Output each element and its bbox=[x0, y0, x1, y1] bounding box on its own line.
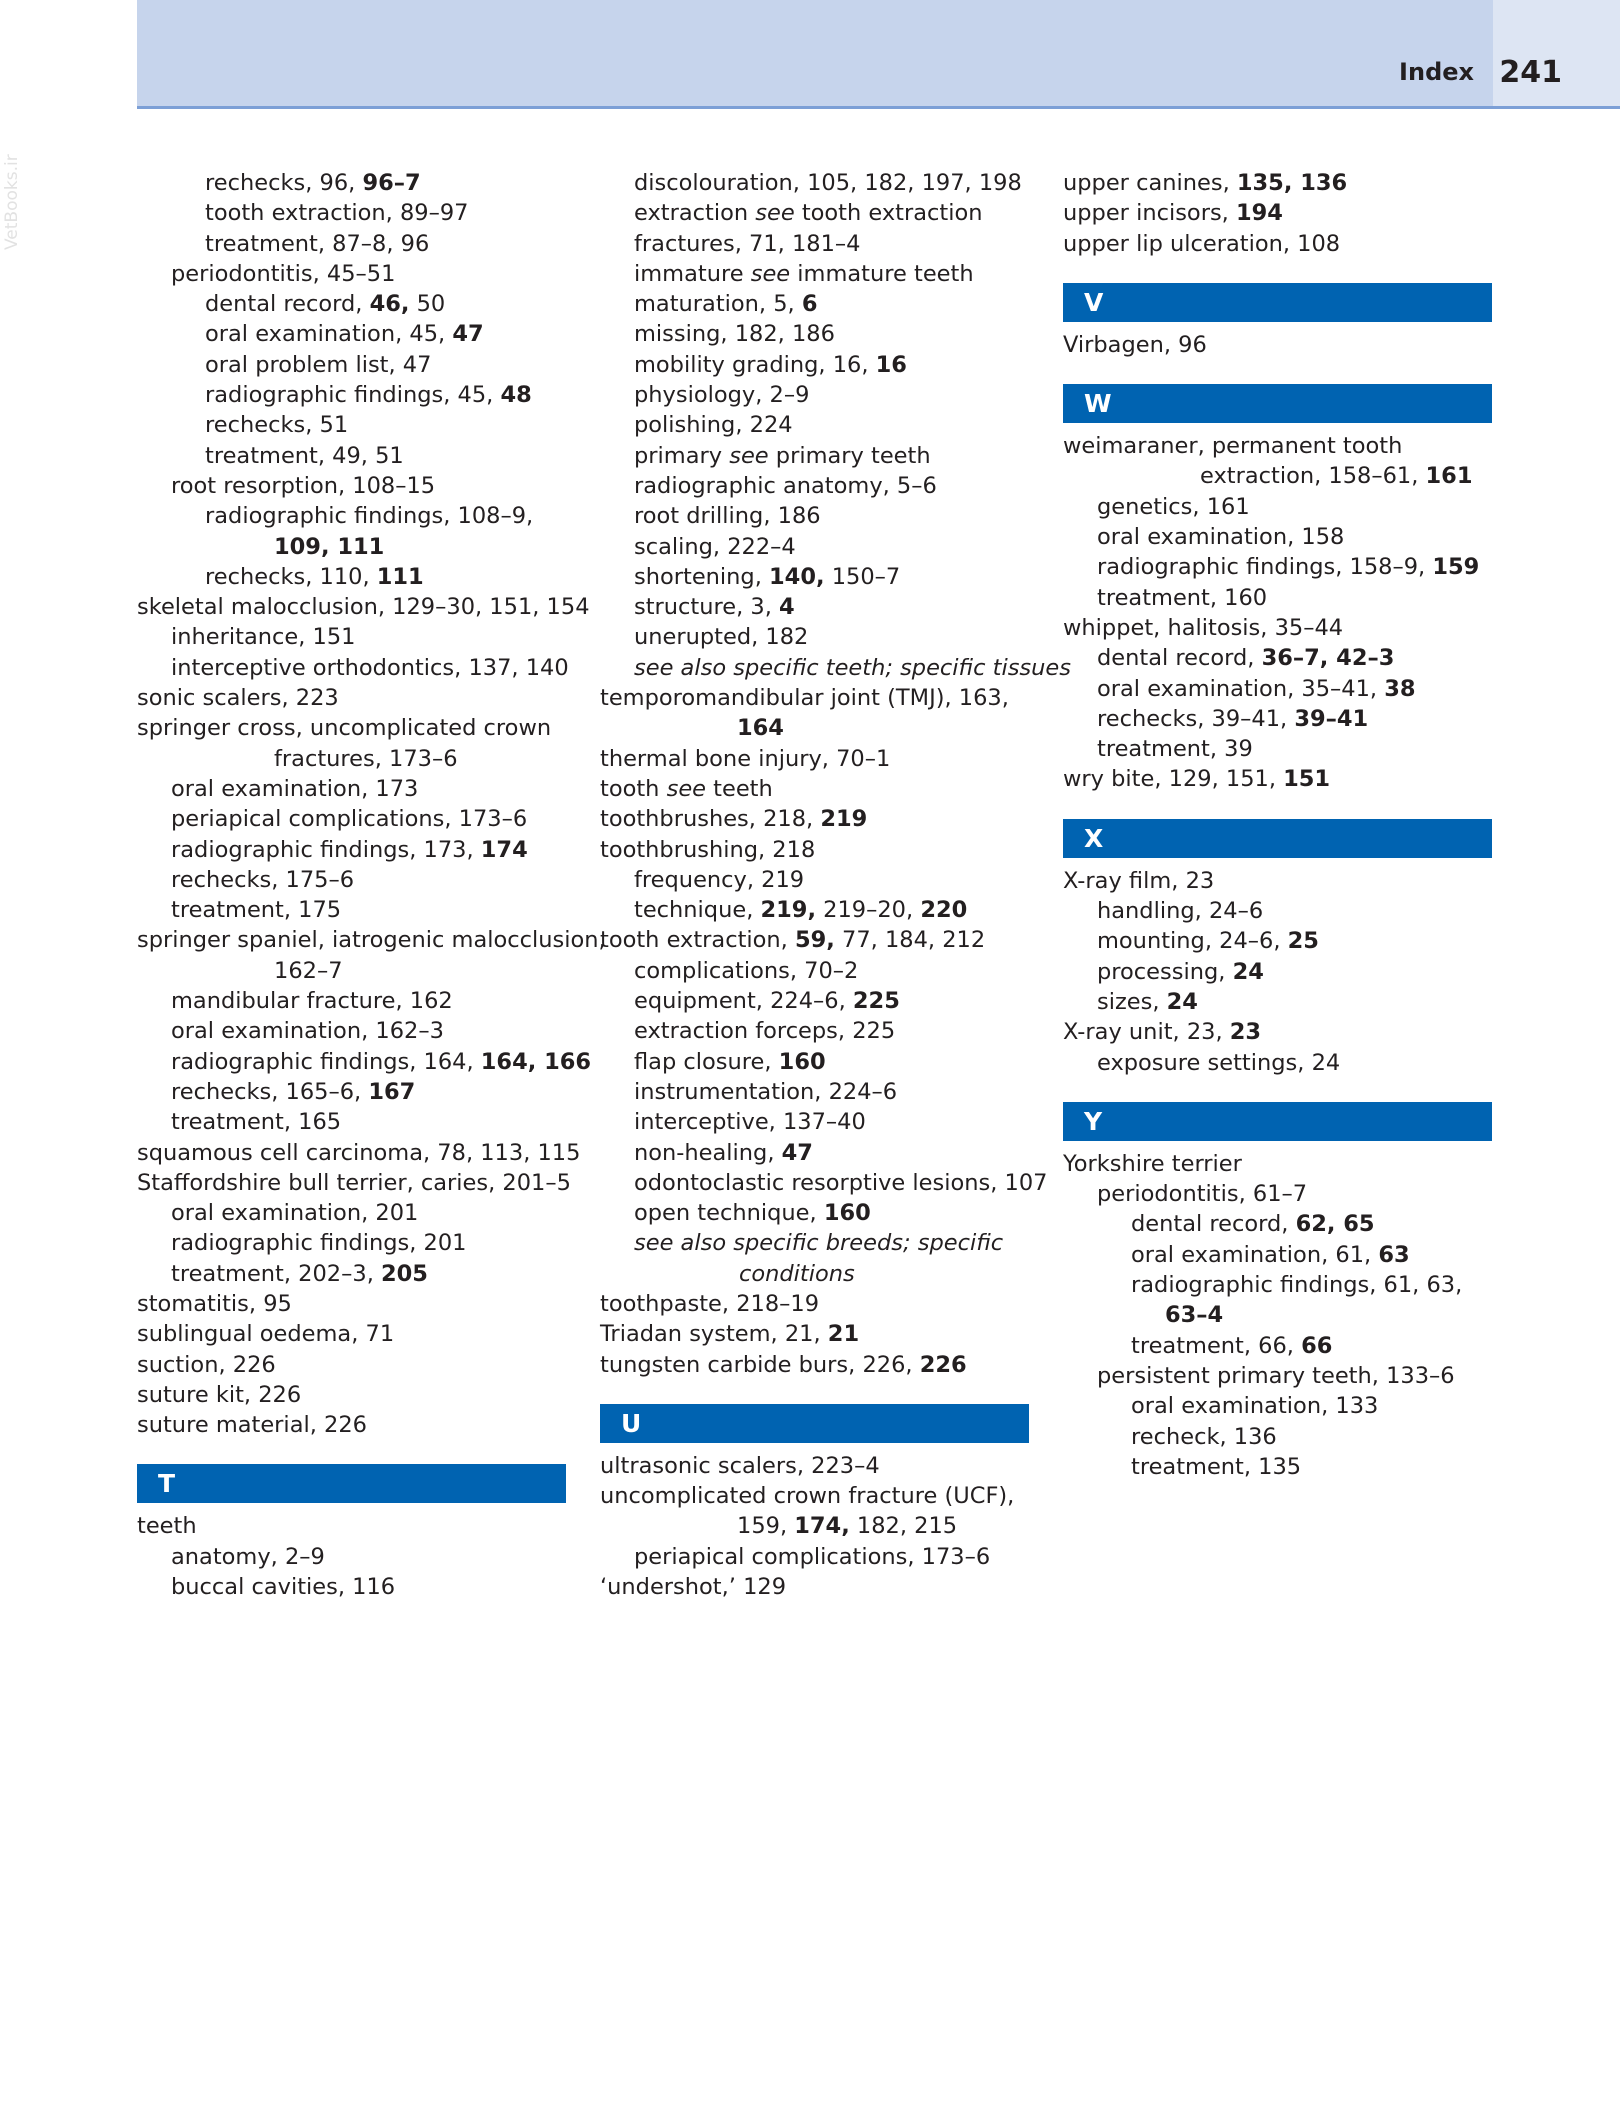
index-entry: weimaraner, permanent tooth bbox=[1063, 433, 1403, 460]
index-entry-continuation: 164 bbox=[737, 715, 784, 742]
index-entry: periodontitis, 61–7 bbox=[1097, 1181, 1308, 1208]
index-entry: oral examination, 158 bbox=[1097, 524, 1345, 551]
index-entry: root drilling, 186 bbox=[634, 503, 821, 530]
index-entry: radiographic findings, 45, 48 bbox=[205, 382, 532, 409]
index-entry: oral examination, 173 bbox=[171, 775, 419, 802]
index-entry: ultrasonic scalers, 223–4 bbox=[600, 1452, 880, 1479]
index-entry: suture material, 226 bbox=[137, 1412, 367, 1439]
page-number-box bbox=[1493, 0, 1620, 106]
index-entry: dental record, 62, 65 bbox=[1131, 1211, 1375, 1238]
index-entry: Staffordshire bull terrier, caries, 201–5 bbox=[137, 1169, 571, 1196]
index-entry: unerupted, 182 bbox=[634, 624, 809, 651]
index-entry: tungsten carbide burs, 226, 226 bbox=[600, 1351, 967, 1378]
index-entry: odontoclastic resorptive lesions, 107 bbox=[634, 1169, 1048, 1196]
index-entry: skeletal malocclusion, 129–30, 151, 154 bbox=[137, 594, 590, 621]
index-entry: treatment, 49, 51 bbox=[205, 442, 404, 469]
index-entry: rechecks, 165–6, 167 bbox=[171, 1078, 416, 1105]
index-entry: treatment, 160 bbox=[1097, 584, 1268, 611]
index-entry: treatment, 87–8, 96 bbox=[205, 230, 430, 257]
index-entry: Yorkshire terrier bbox=[1063, 1150, 1242, 1177]
index-entry: inheritance, 151 bbox=[171, 624, 356, 651]
section-header-x: X bbox=[1063, 819, 1492, 858]
section-header-u: U bbox=[600, 1404, 1029, 1443]
index-entry-continuation: fractures, 173–6 bbox=[274, 745, 458, 772]
index-entry: dental record, 36–7, 42–3 bbox=[1097, 645, 1395, 672]
index-entry: treatment, 135 bbox=[1131, 1453, 1302, 1480]
index-entry: radiographic anatomy, 5–6 bbox=[634, 472, 937, 499]
index-entry: polishing, 224 bbox=[634, 412, 793, 439]
index-entry: technique, 219, 219–20, 220 bbox=[634, 897, 968, 924]
index-entry: mounting, 24–6, 25 bbox=[1097, 928, 1319, 955]
index-entry: treatment, 39 bbox=[1097, 736, 1253, 763]
index-entry: oral examination, 35–41, 38 bbox=[1097, 675, 1416, 702]
index-entry: tooth extraction, 89–97 bbox=[205, 200, 469, 227]
index-entry: interceptive, 137–40 bbox=[634, 1109, 866, 1136]
index-entry: immature see immature teeth bbox=[634, 260, 974, 287]
index-entry: oral problem list, 47 bbox=[205, 351, 432, 378]
index-entry: persistent primary teeth, 133–6 bbox=[1097, 1362, 1455, 1389]
index-entry: tooth extraction, 59, 77, 184, 212 bbox=[600, 927, 986, 954]
section-header-y: Y bbox=[1063, 1102, 1492, 1141]
index-entry: springer cross, uncomplicated crown bbox=[137, 715, 552, 742]
index-entry: oral examination, 133 bbox=[1131, 1393, 1379, 1420]
index-entry: maturation, 5, 6 bbox=[634, 291, 818, 318]
index-entry: whippet, halitosis, 35–44 bbox=[1063, 614, 1344, 641]
index-column-1 bbox=[137, 168, 606, 1602]
index-entry-continuation: 109, 111 bbox=[274, 533, 385, 560]
index-entry: extraction forceps, 225 bbox=[634, 1018, 896, 1045]
index-entry: radiographic findings, 158–9, 159 bbox=[1097, 554, 1480, 581]
index-entry: handling, 24–6 bbox=[1097, 898, 1264, 925]
watermark: VetBooks.ir bbox=[2, 154, 22, 250]
index-entry: thermal bone injury, 70–1 bbox=[600, 745, 891, 772]
index-entry: stomatitis, 95 bbox=[137, 1290, 292, 1317]
index-entry: frequency, 219 bbox=[634, 866, 805, 893]
index-entry: X-ray film, 23 bbox=[1063, 867, 1215, 894]
index-entry: treatment, 66, 66 bbox=[1131, 1332, 1333, 1359]
index-entry: treatment, 165 bbox=[171, 1109, 342, 1136]
index-entry-continuation: extraction, 158–61, 161 bbox=[1200, 463, 1473, 490]
index-entry: ‘undershot,’ 129 bbox=[600, 1574, 787, 1601]
index-entry: temporomandibular joint (TMJ), 163, bbox=[600, 685, 1009, 712]
index-entry: oral examination, 201 bbox=[171, 1200, 419, 1227]
index-entry: instrumentation, 224–6 bbox=[634, 1078, 898, 1105]
index-entry: sublingual oedema, 71 bbox=[137, 1321, 395, 1348]
index-entry: Triadan system, 21, 21 bbox=[600, 1321, 860, 1348]
index-entry: treatment, 175 bbox=[171, 897, 342, 924]
section-header-t: T bbox=[137, 1464, 566, 1503]
index-entry: springer spaniel, iatrogenic malocclusion, bbox=[137, 927, 606, 954]
index-entry: radiographic findings, 108–9, bbox=[205, 503, 534, 530]
index-entry: mobility grading, 16, 16 bbox=[634, 351, 907, 378]
index-entry: periapical complications, 173–6 bbox=[634, 1543, 991, 1570]
index-entry: rechecks, 110, 111 bbox=[205, 563, 424, 590]
index-entry: genetics, 161 bbox=[1097, 493, 1250, 520]
index-entry: rechecks, 51 bbox=[205, 412, 349, 439]
index-entry: upper lip ulceration, 108 bbox=[1063, 230, 1341, 257]
index-entry: upper canines, 135, 136 bbox=[1063, 170, 1348, 196]
index-entry: squamous cell carcinoma, 78, 113, 115 bbox=[137, 1139, 581, 1166]
index-entry: shortening, 140, 150–7 bbox=[634, 563, 901, 590]
index-entry: see also specific breeds; specific bbox=[634, 1230, 1004, 1257]
index-entry: radiographic findings, 164, 164, 166 bbox=[171, 1048, 592, 1075]
index-entry: dental record, 46, 50 bbox=[205, 291, 446, 318]
section-header-v: V bbox=[1063, 283, 1492, 322]
index-entry: recheck, 136 bbox=[1131, 1423, 1277, 1450]
index-entry: extraction see tooth extraction bbox=[634, 200, 983, 227]
index-entry: suction, 226 bbox=[137, 1351, 276, 1378]
page-number: 241 bbox=[1499, 55, 1562, 90]
index-entry: radiographic findings, 61, 63, bbox=[1131, 1272, 1463, 1299]
index-entry: equipment, 224–6, 225 bbox=[634, 988, 900, 1015]
index-entry: fractures, 71, 181–4 bbox=[634, 230, 861, 257]
index-entry: Virbagen, 96 bbox=[1063, 331, 1207, 358]
section-header-w: W bbox=[1063, 384, 1492, 423]
index-entry: uncomplicated crown fracture (UCF), bbox=[600, 1483, 1015, 1510]
index-entry: toothpaste, 218–19 bbox=[600, 1290, 820, 1317]
index-entry: mandibular fracture, 162 bbox=[171, 988, 453, 1015]
index-entry: suture kit, 226 bbox=[137, 1381, 302, 1408]
index-column-3 bbox=[1063, 168, 1493, 1482]
index-entry-continuation: conditions bbox=[739, 1260, 855, 1287]
index-entry: interceptive orthodontics, 137, 140 bbox=[171, 654, 569, 681]
index-entry: scaling, 222–4 bbox=[634, 533, 796, 560]
index-entry: rechecks, 175–6 bbox=[171, 866, 355, 893]
index-entry-continuation: 162–7 bbox=[274, 957, 343, 984]
index-entry: oral examination, 61, 63 bbox=[1131, 1241, 1410, 1268]
index-entry: tooth see teeth bbox=[600, 775, 773, 802]
index-entry: complications, 70–2 bbox=[634, 957, 859, 984]
running-header-title: Index bbox=[1399, 58, 1474, 86]
index-entry: flap closure, 160 bbox=[634, 1048, 826, 1075]
index-entry: upper incisors, 194 bbox=[1063, 200, 1283, 227]
index-entry: radiographic findings, 173, 174 bbox=[171, 836, 528, 863]
index-entry: exposure settings, 24 bbox=[1097, 1049, 1341, 1076]
index-entry: radiographic findings, 201 bbox=[171, 1230, 467, 1257]
index-entry: missing, 182, 186 bbox=[634, 321, 835, 348]
index-entry: rechecks, 96, 96–7 bbox=[205, 170, 421, 196]
index-entry-continuation: 159, 174, 182, 215 bbox=[737, 1513, 958, 1540]
index-entry: physiology, 2–9 bbox=[634, 382, 810, 409]
index-entry-continuation: 63–4 bbox=[1165, 1302, 1224, 1329]
running-header-band bbox=[137, 0, 1620, 109]
index-entry: anatomy, 2–9 bbox=[171, 1543, 325, 1570]
index-entry: toothbrushes, 218, 219 bbox=[600, 806, 868, 833]
index-column-2 bbox=[600, 168, 1071, 1602]
index-entry: open technique, 160 bbox=[634, 1200, 871, 1227]
index-entry: rechecks, 39–41, 39–41 bbox=[1097, 705, 1369, 732]
index-entry: periodontitis, 45–51 bbox=[171, 260, 396, 287]
index-entry: structure, 3, 4 bbox=[634, 594, 795, 621]
index-entry: periapical complications, 173–6 bbox=[171, 806, 528, 833]
index-entry: toothbrushing, 218 bbox=[600, 836, 816, 863]
index-entry: non-healing, 47 bbox=[634, 1139, 813, 1166]
index-entry: processing, 24 bbox=[1097, 958, 1264, 985]
index-entry: X-ray unit, 23, 23 bbox=[1063, 1019, 1262, 1046]
index-entry: teeth bbox=[137, 1513, 197, 1540]
index-entry: wry bite, 129, 151, 151 bbox=[1063, 766, 1331, 793]
index-entry: oral examination, 162–3 bbox=[171, 1018, 444, 1045]
index-entry: buccal cavities, 116 bbox=[171, 1574, 396, 1601]
index-entry: sonic scalers, 223 bbox=[137, 685, 339, 712]
index-entry: root resorption, 108–15 bbox=[171, 472, 436, 499]
index-entry: primary see primary teeth bbox=[634, 442, 931, 469]
index-entry: treatment, 202–3, 205 bbox=[171, 1260, 428, 1287]
index-entry: oral examination, 45, 47 bbox=[205, 321, 484, 348]
index-entry: see also specific teeth; specific tissues bbox=[634, 654, 1071, 681]
index-entry: sizes, 24 bbox=[1097, 988, 1198, 1015]
index-entry: discolouration, 105, 182, 197, 198 bbox=[634, 170, 1022, 196]
